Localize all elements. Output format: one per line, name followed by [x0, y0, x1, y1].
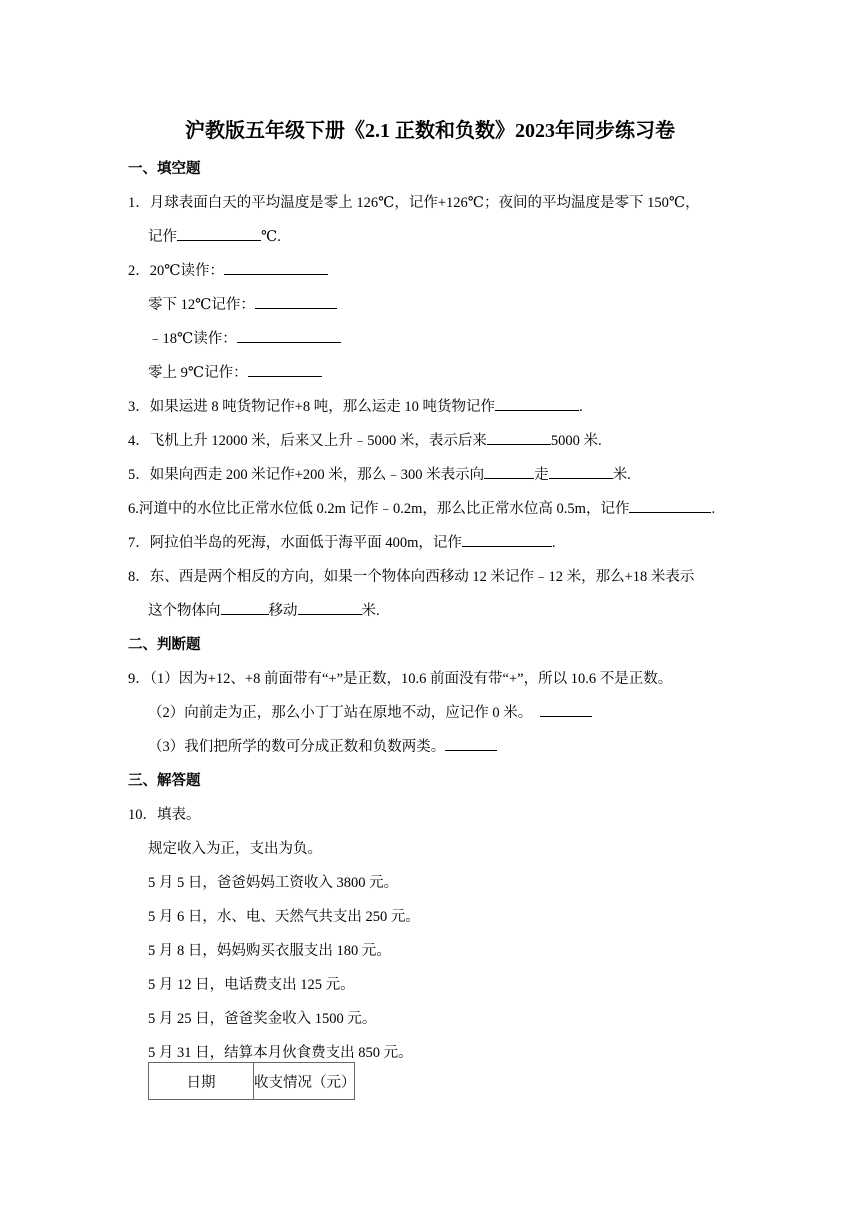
- question-1: [128, 191, 700, 212]
- table-header-date: 日期: [149, 1063, 254, 1100]
- question-text: 移动: [268, 603, 298, 619]
- question-text: 零下 12℃记作：: [148, 297, 255, 313]
- answer-blank[interactable]: [484, 477, 534, 479]
- question-6: [128, 497, 715, 518]
- question-2: [128, 259, 328, 280]
- question-7: [128, 531, 556, 552]
- question-10-line: 5 月 5 日，爸爸妈妈工资收入 3800 元。: [148, 875, 399, 891]
- question-5: [128, 463, 631, 484]
- answer-blank[interactable]: [177, 239, 261, 241]
- answer-blank[interactable]: [549, 477, 613, 479]
- question-text: .: [551, 535, 556, 551]
- answer-blank[interactable]: [487, 443, 551, 445]
- question-text: （3）我们把所学的数可分成正数和负数两类。: [148, 739, 446, 755]
- question-text: ﹣18℃读作：: [148, 331, 237, 347]
- question-10-line: 5 月 6 日，水、电、天然气共支出 250 元。: [148, 909, 420, 925]
- question-text: .: [711, 501, 716, 517]
- question-8: [128, 565, 694, 586]
- question-10-line: 5 月 31 日，结算本月伙食费支出 850 元。: [148, 1045, 413, 1061]
- question-10-line: 规定收入为正，支出为负。: [148, 841, 322, 857]
- question-text: 5000 米.: [550, 433, 602, 449]
- question-text: 2．20℃读作：: [128, 263, 224, 279]
- question-10-line: 5 月 25 日，爸爸奖金收入 1500 元。: [148, 1011, 377, 1027]
- question-text: （2）向前走为正，那么小丁丁站在原地不动，应记作 0 米。: [148, 705, 533, 721]
- table-header-row: [149, 1063, 355, 1100]
- question-9: [128, 667, 672, 688]
- section-heading-fill-blank: 一、填空题: [128, 161, 201, 177]
- answer-blank[interactable]: [462, 545, 552, 547]
- answer-blank[interactable]: [495, 409, 579, 411]
- answer-blank[interactable]: [298, 613, 362, 615]
- question-4: [128, 429, 602, 450]
- answer-blank[interactable]: [237, 341, 341, 343]
- question-10-line: 5 月 8 日，妈妈购买衣服支出 180 元。: [148, 943, 391, 959]
- answer-blank[interactable]: [248, 375, 322, 377]
- answer-blank[interactable]: [224, 273, 328, 275]
- question-text: 6.河道中的水位比正常水位低 0.2m 记作﹣0.2m，那么比正常水位高 0.5m，记作: [128, 501, 630, 517]
- question-text: 5．如果向西走 200 米记作+200 米，那么﹣300 米表示向: [128, 467, 485, 483]
- income-expense-table: [148, 1062, 355, 1100]
- answer-blank[interactable]: [540, 715, 592, 717]
- question-2-part-b: [148, 293, 337, 314]
- question-9-part-2: [148, 701, 592, 722]
- question-text: 8．东、西是两个相反的方向，如果一个物体向西移动 12 米记作﹣12 米，那么+18 米表示: [128, 569, 695, 585]
- section-heading-true-false: 二、判断题: [128, 637, 201, 653]
- answer-blank[interactable]: [445, 749, 497, 751]
- question-10: 10．填表。: [128, 807, 201, 823]
- section-heading-solve: 三、解答题: [128, 773, 201, 789]
- question-text: ℃.: [261, 229, 281, 245]
- question-text: 这个物体向: [148, 603, 221, 619]
- question-text: 记作: [148, 229, 177, 245]
- question-text: 米.: [612, 467, 631, 483]
- question-2-part-d: [148, 361, 322, 382]
- question-text: 米.: [361, 603, 380, 619]
- question-text: 1．月球表面白天的平均温度是零上 126℃，记作+126℃；夜间的平均温度是零下 150℃，: [128, 195, 700, 211]
- question-1-answer-line: [148, 225, 281, 246]
- answer-blank[interactable]: [221, 613, 269, 615]
- question-text: 7．阿拉伯半岛的死海，水面低于海平面 400m，记作: [128, 535, 462, 551]
- question-text: 9．（1）因为+12、+8 前面带有“+”是正数，10.6 前面没有带“+”，所以 10.6 不是正数。: [128, 671, 673, 687]
- page-title: 沪教版五年级下册《2.1 正数和负数》2023年同步练习卷: [185, 120, 675, 142]
- answer-blank[interactable]: [255, 307, 337, 309]
- question-text: 3．如果运进 8 吨货物记作+8 吨，那么运走 10 吨货物记作: [128, 399, 496, 415]
- question-3: [128, 395, 583, 416]
- table-header-amount: 收支情况（元）: [254, 1063, 355, 1100]
- question-2-part-c: [148, 327, 341, 348]
- answer-blank[interactable]: [629, 511, 711, 513]
- question-10-line: 5 月 12 日，电话费支出 125 元。: [148, 977, 355, 993]
- question-8-answer-line: [148, 599, 380, 620]
- question-text: .: [579, 399, 583, 415]
- question-9-part-3: [148, 735, 497, 756]
- question-text: 走: [534, 467, 549, 483]
- question-text: 4．飞机上升 12000 米，后来又上升﹣5000 米，表示后来: [128, 433, 487, 449]
- question-text: 零上 9℃记作：: [148, 365, 248, 381]
